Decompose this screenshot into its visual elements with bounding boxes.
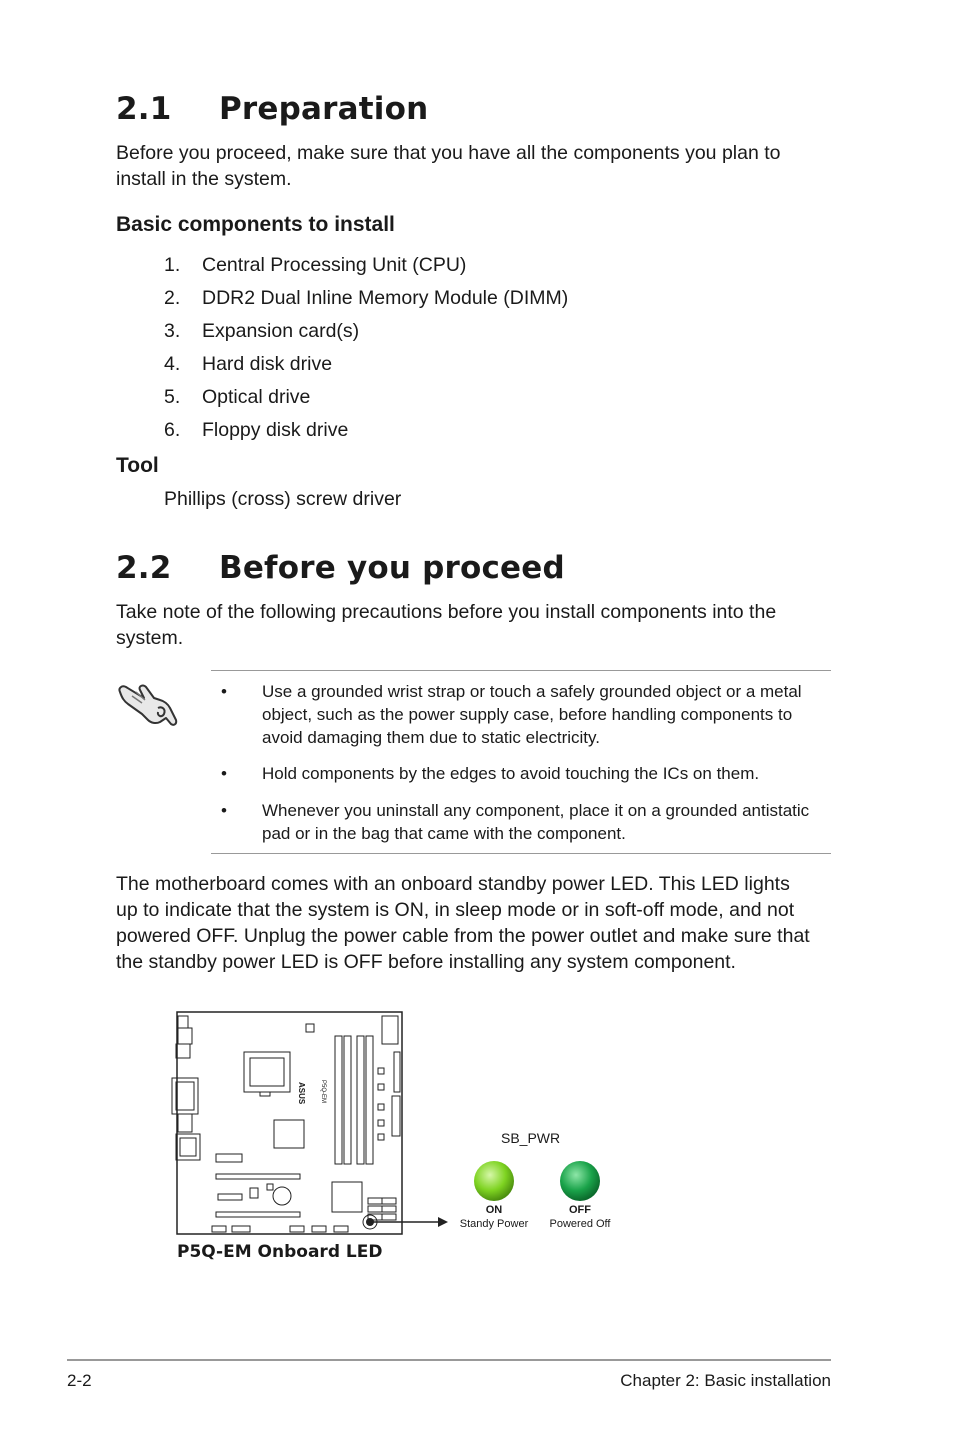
caution-hand-icon [114, 678, 180, 730]
led-on-indicator [473, 1160, 515, 1202]
section-heading-2-1 [116, 91, 816, 131]
section-heading-2-2 [116, 550, 816, 590]
board-brand: ASUS [297, 1082, 306, 1105]
led-on-sublabel: Standy Power [459, 1218, 529, 1230]
components-list [164, 254, 664, 454]
led-off-label: OFF [569, 1204, 591, 1216]
bullet: • [221, 801, 227, 820]
caution-note-box [211, 670, 831, 854]
tool-heading: Tool [116, 454, 159, 477]
tool-text: Phillips (cross) screw driver [164, 488, 402, 510]
chapter-title: Chapter 2: Basic installation [620, 1371, 831, 1390]
led-off-indicator [559, 1160, 601, 1202]
components-heading: Basic components to install [116, 213, 395, 236]
list-item: 1. Central Processing Unit (CPU) [164, 254, 467, 276]
note-item: • Whenever you uninstall any component, place it on a grounded antistatic pad or in the bag that came with the component. [221, 801, 810, 843]
list-item: 2. DDR2 Dual Inline Memory Module (DIMM) [164, 287, 569, 309]
list-item: 3. Expansion card(s) [164, 320, 360, 342]
figure-caption: P5Q-EM Onboard LED [177, 1242, 383, 1262]
list-item: 5. Optical drive [164, 386, 311, 408]
motherboard-diagram [160, 1008, 420, 1240]
board-model: P5Q-EM [320, 1080, 326, 1104]
led-off-sublabel: Powered Off [549, 1218, 611, 1230]
section-title: Before you proceed [219, 550, 565, 586]
bullet: • [221, 682, 227, 701]
bullet: • [221, 764, 227, 783]
list-item: 4. Hard disk drive [164, 353, 333, 375]
footer-divider [67, 1359, 831, 1361]
section-number: 2.1 [116, 91, 172, 127]
precautions-intro: Take note of the following precautions before you install components into the system. [116, 601, 777, 649]
page-number: 2-2 [67, 1371, 92, 1390]
section-title: Preparation [219, 91, 429, 127]
list-item: 6. Floppy disk drive [164, 419, 349, 441]
led-name-label: SB_PWR [501, 1130, 561, 1146]
pointer-arrow [370, 1214, 450, 1232]
note-item: • Use a grounded wrist strap or touch a safely grounded object or a metal object, such as the power supply case, before handling components to avoid damaging them due to static electricity. [221, 682, 802, 747]
note-item: • Hold components by the edges to avoid touching the ICs on them. [221, 764, 760, 783]
led-on-label: ON [485, 1204, 503, 1216]
led-paragraph: The motherboard comes with an onboard standby power LED. This LED lights up to indicate that the system is ON, in sleep mode or in soft-off mode, and not powered OFF. Unplug the power cable from the power outlet and make sure that the standby power LED is OFF before installing any system component. [116, 873, 810, 973]
intro-paragraph: Before you proceed, make sure that you have all the components you plan to install in the system. [116, 142, 781, 190]
section-number: 2.2 [116, 550, 172, 586]
